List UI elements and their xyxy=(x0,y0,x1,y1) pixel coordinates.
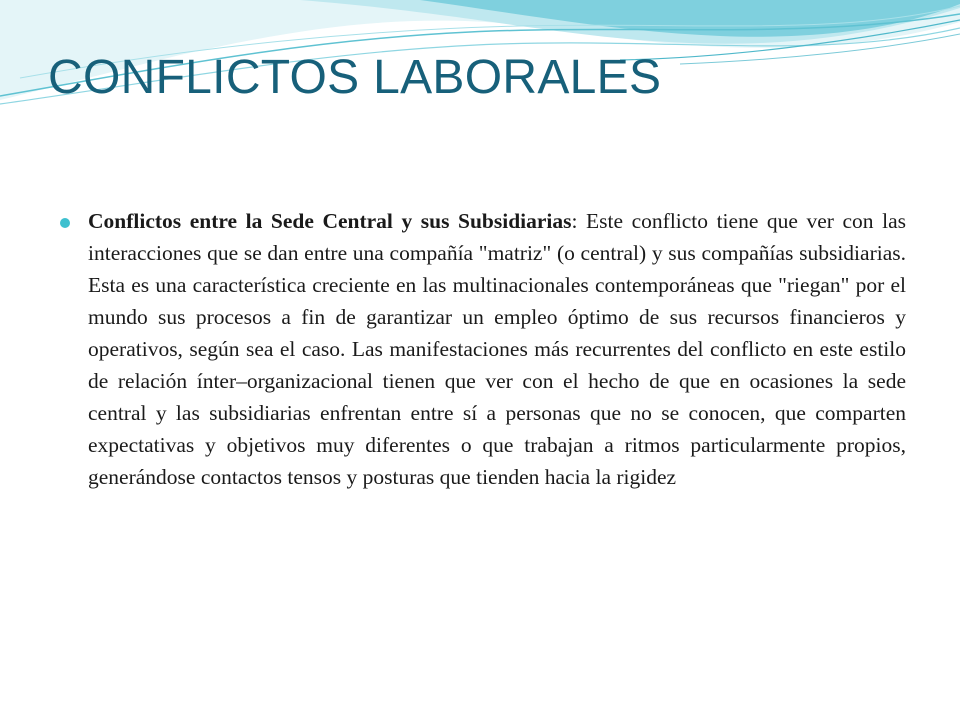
bullet-separator: : xyxy=(571,209,578,233)
bullet-paragraph xyxy=(88,205,906,493)
bullet-body: Este conflicto tiene que ver con las interacciones que se dan entre una compañía "matriz" (o central) y sus compañías subsidiarias. Esta es una característica creciente en las multinacionales contemporáneas que "riegan" por el mundo sus procesos a fin de garantizar un empleo óptimo de sus recursos financieros y operativos, según sea el caso. Las manifestaciones más recurrentes del conflicto en este estilo de relación ínter–organizacional tienen que ver con el hecho de que en ocasiones la sede central y las subsidiarias enfrentan entre sí a personas que no se conocen, que comparten expectativas y objetivos muy diferentes o que trabajan a ritmos particularmente propios, generándose contactos tensos y posturas que tienden hacia la rigidez xyxy=(88,209,906,489)
slide-content xyxy=(60,205,906,493)
bullet-heading: Conflictos entre la Sede Central y sus Subsidiarias xyxy=(88,209,572,233)
bullet-item xyxy=(60,205,906,493)
slide-title: CONFLICTOS LABORALES xyxy=(48,51,662,104)
bullet-dot-icon xyxy=(60,218,70,228)
